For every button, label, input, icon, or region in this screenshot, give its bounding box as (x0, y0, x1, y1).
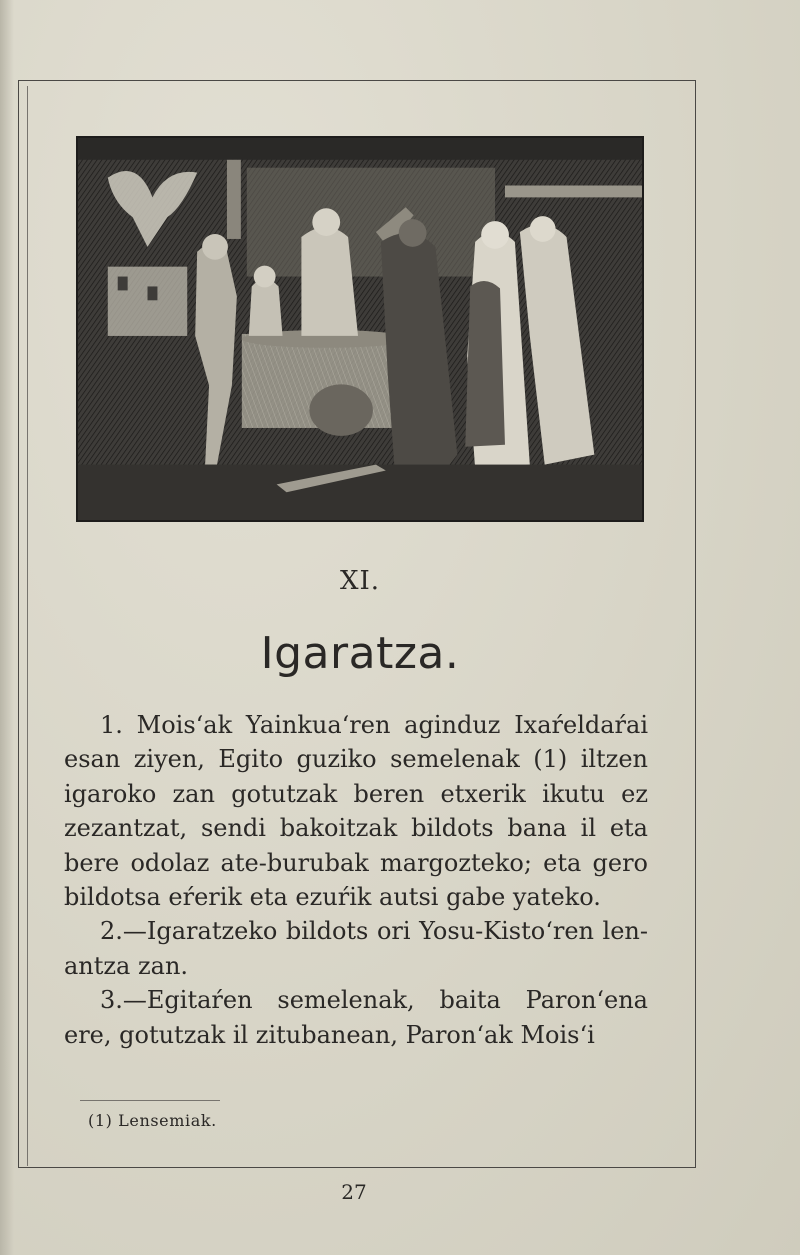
engraving-illustration (76, 136, 644, 522)
paragraph-3: 3.—Egitaŕen semelenak, baita Paron‘ena ere, gotutzak il zitubanean, Paron‘ak Mois‘i (64, 986, 648, 1049)
footnote: (1) Lensemiak. (88, 1111, 217, 1130)
chapter-number: XI. (339, 566, 381, 596)
chapter-title: Igaratza. (260, 628, 460, 679)
body-text (64, 708, 648, 1052)
page-number: 27 (341, 1180, 367, 1204)
paragraph-2: 2.—Igaratzeko bildots ori Yosu-Kisto‘ren len-antza zan. (64, 917, 648, 980)
paragraph-1: 1. Mois‘ak Yainkua‘ren aginduz Ixaŕeldaŕai esan ziyen, Egito guziko semelenak (1) iltzen igaroko zan gotutzak beren etxerik ikutu ez zezantzat, sendi bakoitzak bildots bana il eta bere odolaz ate-burubak margozteko; eta gero bildotsa eŕerik eta ezuŕik autsi gabe yateko. (64, 711, 648, 912)
engraving-passover-scene-icon (78, 138, 642, 520)
footnote-rule (80, 1100, 220, 1101)
page-border-inner-line (27, 86, 28, 1166)
